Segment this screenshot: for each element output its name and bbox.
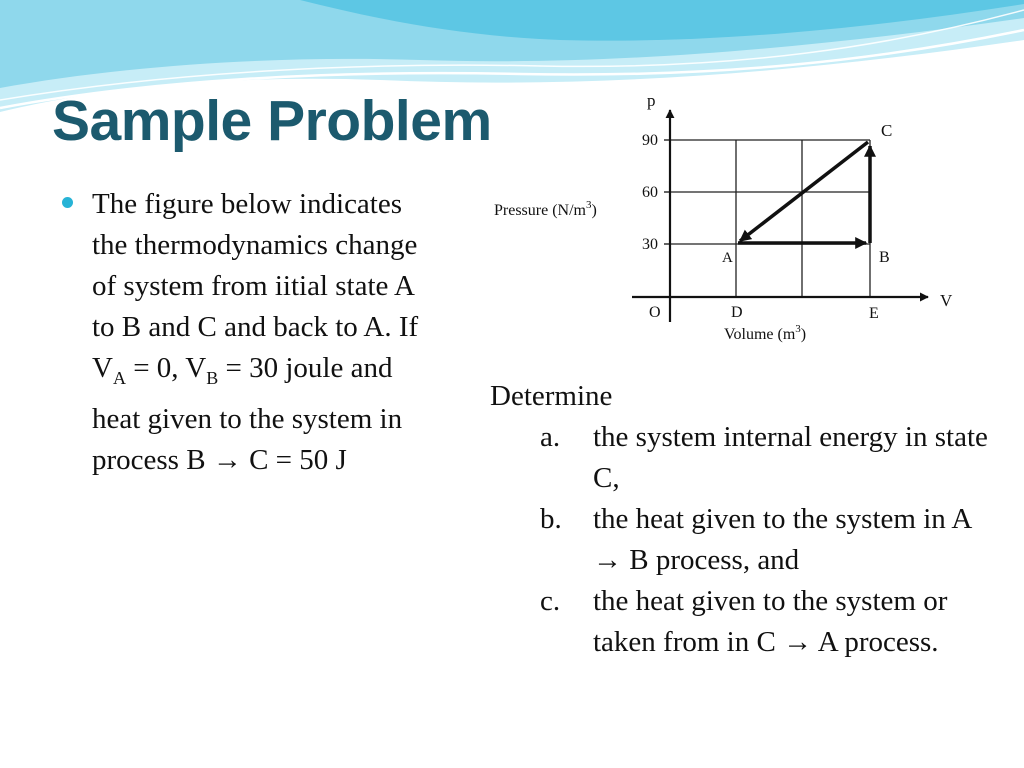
problem-text-part2: = 0, V — [125, 352, 207, 384]
question-letter: c. — [540, 585, 561, 617]
origin-label: O — [649, 304, 661, 321]
y-tick-label: 90 — [642, 132, 658, 149]
problem-text-part1: The figure below indicates the thermodynamics change of system from iitial state A to B and C and back to A. If V — [92, 188, 419, 384]
determine-heading: Determine — [490, 380, 613, 412]
question-item — [490, 499, 990, 581]
point-label-b: B — [879, 249, 890, 266]
point-label-e: E — [869, 305, 879, 322]
y-axis-label: Pressure $(N/m^3)$ — [494, 199, 597, 219]
question-letter: b. — [540, 503, 562, 535]
bullet-dot-icon — [62, 197, 73, 208]
question-text: the heat given to the system or taken from in C → A process. — [593, 585, 948, 658]
x-axis-label: Volume $(m^3)$ — [724, 323, 807, 343]
question-list — [490, 417, 990, 663]
y-tick-label: 30 — [642, 236, 658, 253]
problem-statement — [62, 184, 442, 481]
problem-text-part3: = 30 joule and heat given to the system in process B → C = 50 J — [92, 352, 403, 476]
subscript-a: A — [112, 367, 126, 388]
pv-diagram — [480, 86, 980, 362]
slide-title: Sample Problem — [52, 89, 492, 153]
question-text: the system internal energy in state C, — [593, 421, 988, 494]
question-text: the heat given to the system in A → B process, and — [593, 503, 971, 576]
point-label-c: C — [881, 121, 893, 140]
question-item — [490, 417, 990, 499]
point-label-d: D — [731, 304, 743, 321]
determine-section — [490, 376, 990, 663]
y-tick-label: 60 — [642, 184, 658, 201]
subscript-b: B — [206, 367, 219, 388]
y-axis-letter: p — [647, 91, 656, 110]
question-item — [490, 581, 990, 663]
problem-paragraph — [92, 184, 442, 481]
x-axis-letter: V — [940, 291, 953, 310]
point-label-a: A — [722, 250, 733, 266]
question-letter: a. — [540, 421, 561, 453]
